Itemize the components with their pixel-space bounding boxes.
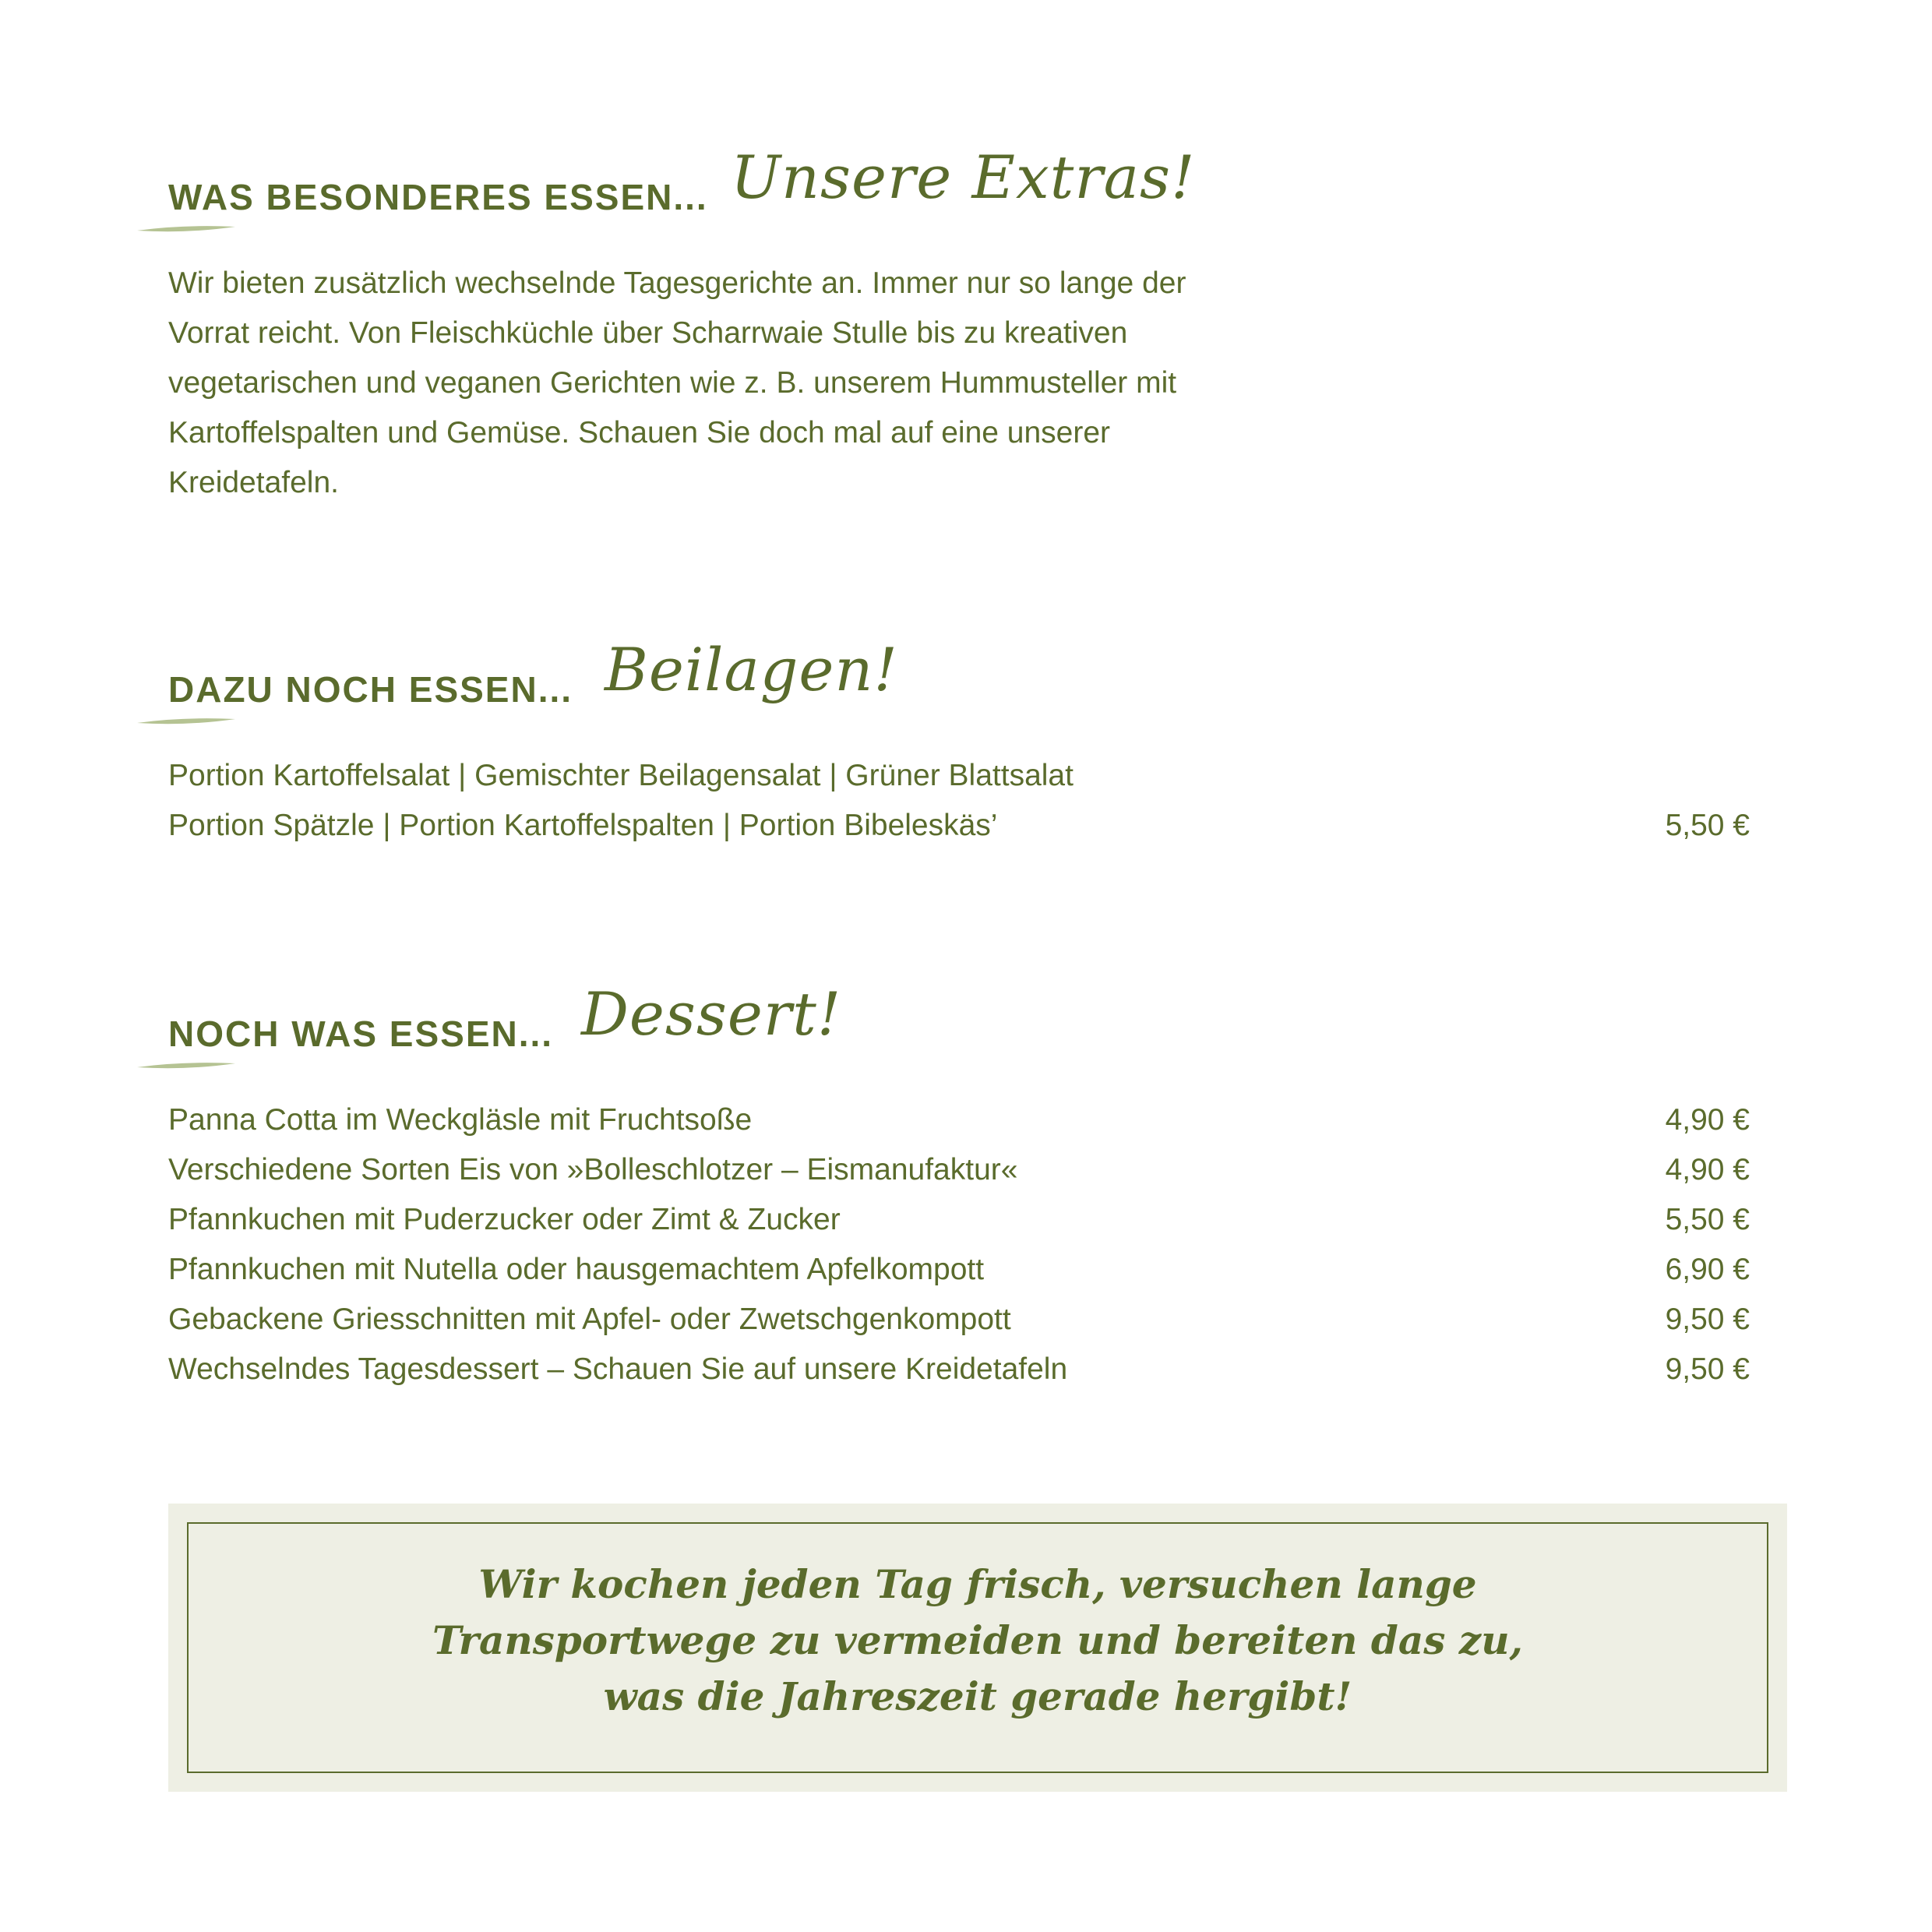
notice-line-3: was die Jahreszeit gerade hergibt! <box>603 1673 1352 1719</box>
beilagen-price: 5,50 € <box>1665 809 1750 842</box>
notice-line-1: Wir kochen jeden Tag frisch, versuchen lange <box>478 1561 1477 1607</box>
menu-item-row <box>168 1295 1750 1345</box>
notice-line-2: Transportwege zu vermeiden und bereiten das zu, <box>432 1617 1523 1663</box>
menu-item-name: Wechselndes Tagesdessert – Schauen Sie auf unsere Kreidetafeln <box>168 1352 1068 1386</box>
fresh-cooking-notice <box>168 1504 1787 1792</box>
menu-item-name: Gebackene Griesschnitten mit Apfel- oder Zwetschgenkompott <box>168 1303 1011 1336</box>
menu-item-name: Verschiedene Sorten Eis von »Bolleschlotzer – Eismanufaktur« <box>168 1153 1018 1186</box>
beilagen-section <box>168 633 1750 842</box>
extras-heading <box>168 140 1750 226</box>
extras-heading-script: Unsere Extras! <box>731 143 1196 212</box>
dessert-heading-script: Dessert! <box>581 979 842 1049</box>
notice-text <box>168 1557 1787 1725</box>
extras-swash-decoration <box>136 223 237 234</box>
dessert-heading <box>168 977 1750 1063</box>
extras-description: Wir bieten zusätzlich wechselnde Tagesgerichte an. Immer nur so lange der Vorrat reicht. Von Fleischküchle über Scharrwaie Stulle bis zu kreativen vegetarischen und veganen Gerichten wie z. B. unserem Hummusteller mit Kartoffelspalten und Gemüse. Schauen Sie doch mal auf eine unserer Kreidetafeln. <box>168 266 1186 499</box>
beilagen-line-2: Portion Spätzle | Portion Kartoffelspalten | Portion Bibeleskäs’ <box>168 809 998 842</box>
menu-item-price: 6,90 € <box>1665 1253 1750 1286</box>
menu-item-row <box>168 1195 1750 1245</box>
menu-item-name: Pfannkuchen mit Puderzucker oder Zimt & Zucker <box>168 1203 841 1236</box>
beilagen-heading-caps: DAZU NOCH ESSEN... <box>168 669 573 710</box>
menu-item-price: 9,50 € <box>1665 1303 1750 1336</box>
dessert-section <box>168 977 1750 1386</box>
beilagen-row-2 <box>168 801 1750 851</box>
menu-item-row <box>168 1145 1750 1195</box>
beilagen-heading-script: Beilagen! <box>605 635 898 704</box>
menu-item-price: 4,90 € <box>1665 1103 1750 1137</box>
menu-item-name: Pfannkuchen mit Nutella oder hausgemachtem Apfelkompott <box>168 1253 985 1286</box>
dessert-swash-decoration <box>136 1059 237 1070</box>
dessert-heading-caps: NOCH WAS ESSEN... <box>168 1014 554 1054</box>
extras-section <box>168 140 1750 499</box>
menu-item-price: 4,90 € <box>1665 1153 1750 1186</box>
menu-item-price: 9,50 € <box>1665 1352 1750 1386</box>
beilagen-swash-decoration <box>136 715 237 726</box>
menu-item-row <box>168 1345 1750 1394</box>
menu-item-price: 5,50 € <box>1665 1203 1750 1236</box>
beilagen-line-1: Portion Kartoffelsalat | Gemischter Beilagensalat | Grüner Blattsalat <box>168 759 1074 792</box>
menu-item-row <box>168 1095 1750 1145</box>
menu-item-row <box>168 1245 1750 1295</box>
beilagen-row-1 <box>168 751 1750 801</box>
beilagen-heading <box>168 633 1750 718</box>
menu-item-name: Panna Cotta im Weckgläsle mit Fruchtsoße <box>168 1103 753 1137</box>
extras-heading-caps: WAS BESONDERES ESSEN... <box>168 177 708 217</box>
